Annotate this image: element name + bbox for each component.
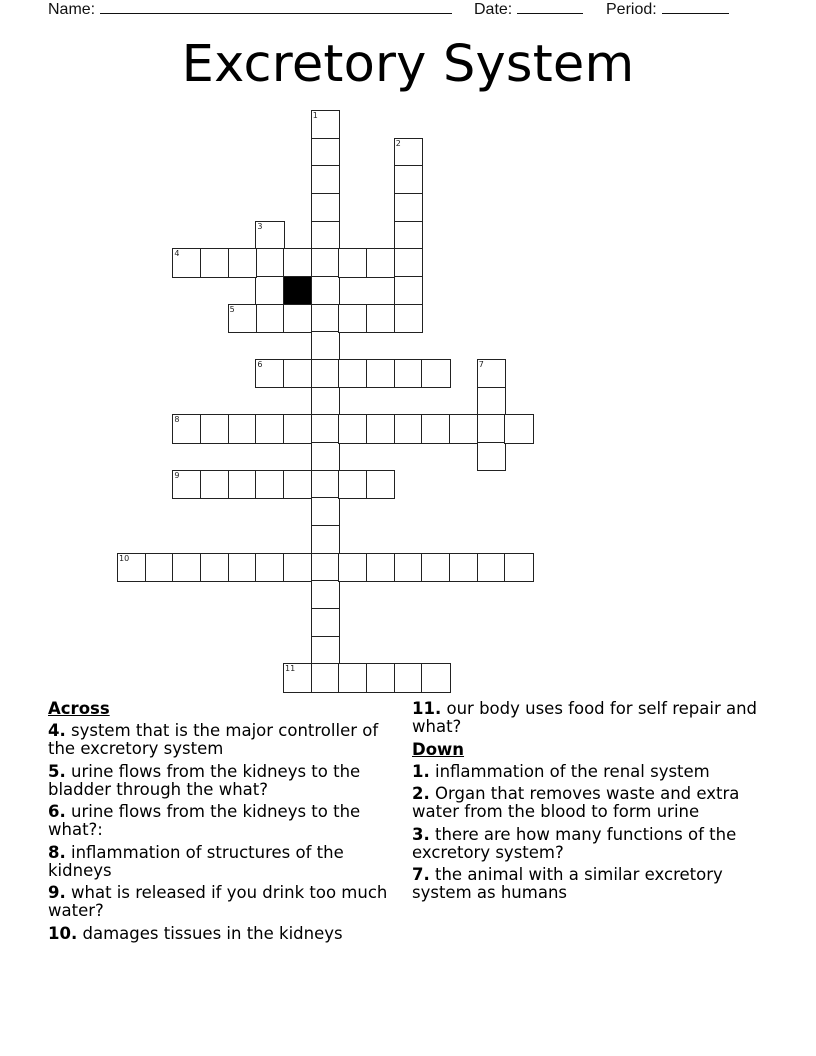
- grid-cell[interactable]: [283, 470, 312, 499]
- grid-cell[interactable]: [255, 304, 284, 333]
- grid-cell[interactable]: [394, 276, 423, 305]
- period-blank[interactable]: [662, 0, 729, 14]
- grid-cell[interactable]: [311, 331, 340, 360]
- clue-number: 2.: [412, 784, 430, 803]
- grid-cell[interactable]: [394, 138, 423, 167]
- grid-cell[interactable]: [421, 359, 450, 388]
- grid-cell[interactable]: [449, 414, 478, 443]
- grid-cell[interactable]: [311, 608, 340, 637]
- grid-cell[interactable]: [145, 553, 174, 582]
- grid-cell[interactable]: [449, 553, 478, 582]
- date-blank[interactable]: [517, 0, 583, 14]
- grid-cell[interactable]: [311, 193, 340, 222]
- grid-cell[interactable]: [311, 359, 340, 388]
- date-field[interactable]: [474, 0, 583, 20]
- grid-cell[interactable]: [200, 248, 229, 277]
- name-blank[interactable]: [100, 0, 452, 14]
- grid-cell[interactable]: [394, 663, 423, 692]
- grid-cell[interactable]: [283, 359, 312, 388]
- grid-cell[interactable]: [228, 248, 257, 277]
- grid-cell[interactable]: [283, 304, 312, 333]
- clue-number: 7.: [412, 865, 430, 884]
- grid-cell[interactable]: [311, 221, 340, 250]
- clue-text: what is released if you drink too much water?: [48, 883, 388, 920]
- grid-cell[interactable]: [311, 304, 340, 333]
- grid-cell[interactable]: [311, 580, 340, 609]
- cell-clue-number: 8: [174, 415, 180, 425]
- clue-number: 6.: [48, 802, 66, 821]
- grid-cell[interactable]: [255, 359, 284, 388]
- grid-cell[interactable]: [172, 553, 201, 582]
- grid-cell[interactable]: [394, 304, 423, 333]
- cell-clue-number: 10: [119, 553, 130, 563]
- grid-cell[interactable]: [366, 470, 395, 499]
- clue-text: system that is the major controller of the excretory system: [48, 721, 379, 758]
- grid-cell[interactable]: [117, 553, 146, 582]
- grid-cell[interactable]: [366, 414, 395, 443]
- grid-cell[interactable]: [228, 414, 257, 443]
- grid-cell[interactable]: [504, 553, 533, 582]
- clue-down-2: [412, 785, 762, 821]
- grid-cell[interactable]: [477, 387, 506, 416]
- grid-cell[interactable]: [283, 553, 312, 582]
- clue-number: 5.: [48, 761, 66, 781]
- period-field[interactable]: [606, 0, 729, 20]
- grid-cell[interactable]: [366, 304, 395, 333]
- date-label: Date:: [474, 1, 513, 18]
- cell-clue-number: 2: [395, 138, 401, 148]
- grid-cell[interactable]: [504, 414, 533, 443]
- grid-cell[interactable]: [228, 304, 257, 333]
- clue-number: 9.: [48, 883, 66, 902]
- clue-text: there are how many functions of the excretory system?: [412, 824, 737, 862]
- grid-cell[interactable]: [255, 221, 284, 250]
- grid-cell[interactable]: [421, 553, 450, 582]
- grid-cell[interactable]: [311, 525, 340, 554]
- across-heading: Across: [48, 699, 110, 718]
- grid-cell[interactable]: [394, 359, 423, 388]
- clue-across-6: [48, 803, 398, 839]
- grid-cell[interactable]: [283, 414, 312, 443]
- grid-cell[interactable]: [255, 276, 284, 305]
- clue-text: Organ that removes waste and extra water from the blood to form urine: [412, 784, 740, 821]
- grid-cell[interactable]: [311, 470, 340, 499]
- grid-cell[interactable]: [255, 248, 284, 277]
- grid-cell[interactable]: [338, 359, 367, 388]
- grid-cell[interactable]: [477, 442, 506, 471]
- grid-cell[interactable]: [311, 165, 340, 194]
- grid-cell[interactable]: [200, 470, 229, 499]
- cell-clue-number: 4: [174, 249, 180, 259]
- grid-cell[interactable]: [311, 663, 340, 692]
- grid-cell[interactable]: [311, 442, 340, 471]
- name-label: Name:: [48, 1, 96, 18]
- grid-cell[interactable]: [255, 414, 284, 443]
- cell-clue-number: 11: [285, 664, 296, 674]
- clue-text: inflammation of the renal system: [435, 761, 710, 781]
- grid-cell[interactable]: [477, 359, 506, 388]
- grid-cell[interactable]: [283, 248, 312, 277]
- grid-cell[interactable]: [228, 470, 257, 499]
- down-heading: Down: [412, 739, 465, 759]
- grid-cell[interactable]: [366, 248, 395, 277]
- clue-text: urine flows from the kidneys to the bladder through the what?: [48, 761, 361, 799]
- clue-number: 11.: [412, 699, 442, 718]
- grid-cell[interactable]: [477, 553, 506, 582]
- clue-across-8: [48, 844, 398, 880]
- grid-cell[interactable]: [338, 414, 367, 443]
- clue-number: 4.: [48, 721, 66, 740]
- grid-cell[interactable]: [255, 470, 284, 499]
- name-field[interactable]: [48, 0, 452, 20]
- clue-text: urine flows from the kidneys to the what?:: [48, 802, 361, 839]
- clues-left-column: [48, 700, 398, 947]
- clue-number: 1.: [412, 761, 430, 781]
- grid-cell[interactable]: [477, 414, 506, 443]
- clue-across-4: [48, 722, 398, 758]
- grid-cell[interactable]: [311, 414, 340, 443]
- grid-cell[interactable]: [172, 248, 201, 277]
- cell-clue-number: 7: [478, 360, 484, 370]
- grid-cell[interactable]: [394, 414, 423, 443]
- cell-clue-number: 6: [257, 360, 263, 370]
- grid-cell[interactable]: [338, 304, 367, 333]
- grid-cell[interactable]: [366, 359, 395, 388]
- clue-across-9: [48, 884, 398, 920]
- clues-right-column: [412, 700, 762, 907]
- grid-cell[interactable]: [311, 248, 340, 277]
- cell-clue-number: 3: [257, 221, 263, 231]
- clue-across-5: [48, 763, 398, 799]
- clue-text: inflammation of structures of the kidneys: [48, 842, 344, 880]
- clue-down-7: [412, 866, 762, 902]
- grid-cell[interactable]: [200, 414, 229, 443]
- grid-cell[interactable]: [366, 553, 395, 582]
- clue-text: the animal with a similar excretory system as humans: [412, 865, 723, 902]
- clue-text: our body uses food for self repair and what?: [412, 699, 758, 736]
- grid-cell[interactable]: [394, 553, 423, 582]
- grid-cell[interactable]: [228, 553, 257, 582]
- grid-cell[interactable]: [394, 165, 423, 194]
- grid-cell[interactable]: [172, 414, 201, 443]
- clue-number: 3.: [412, 824, 430, 844]
- cell-clue-number: 5: [229, 304, 235, 314]
- crossword-grid: [117, 110, 533, 692]
- clue-across-11: [412, 700, 762, 736]
- clue-down-1: [412, 763, 762, 781]
- clue-text: damages tissues in the kidneys: [82, 923, 343, 943]
- grid-cell[interactable]: [311, 110, 340, 139]
- grid-cell[interactable]: [311, 553, 340, 582]
- grid-cell[interactable]: [338, 248, 367, 277]
- grid-cell[interactable]: [394, 221, 423, 250]
- page-title: Excretory System: [181, 35, 635, 94]
- grid-cell[interactable]: [283, 663, 312, 692]
- clue-number: 8.: [48, 842, 66, 862]
- grid-cell[interactable]: [338, 663, 367, 692]
- grid-cell[interactable]: [338, 553, 367, 582]
- cell-clue-number: 1: [312, 111, 318, 120]
- grid-cell[interactable]: [200, 553, 229, 582]
- period-label: Period:: [606, 1, 657, 18]
- grid-cell[interactable]: [311, 497, 340, 526]
- grid-cell[interactable]: [255, 553, 284, 582]
- grid-cell[interactable]: [394, 248, 423, 277]
- clue-across-10: [48, 925, 398, 943]
- grid-cell[interactable]: [338, 470, 367, 499]
- grid-cell[interactable]: [311, 636, 340, 665]
- grid-cell[interactable]: [394, 193, 423, 222]
- grid-cell[interactable]: [311, 387, 340, 416]
- grid-cell[interactable]: [311, 276, 340, 305]
- clue-number: 10.: [48, 923, 78, 943]
- grid-cell[interactable]: [172, 470, 201, 499]
- grid-cell[interactable]: [421, 414, 450, 443]
- grid-cell[interactable]: [421, 663, 450, 692]
- cell-clue-number: 9: [174, 470, 180, 480]
- grid-cell[interactable]: [366, 663, 395, 692]
- grid-cell[interactable]: [311, 138, 340, 167]
- clue-down-3: [412, 826, 762, 862]
- black-cell: [283, 276, 312, 305]
